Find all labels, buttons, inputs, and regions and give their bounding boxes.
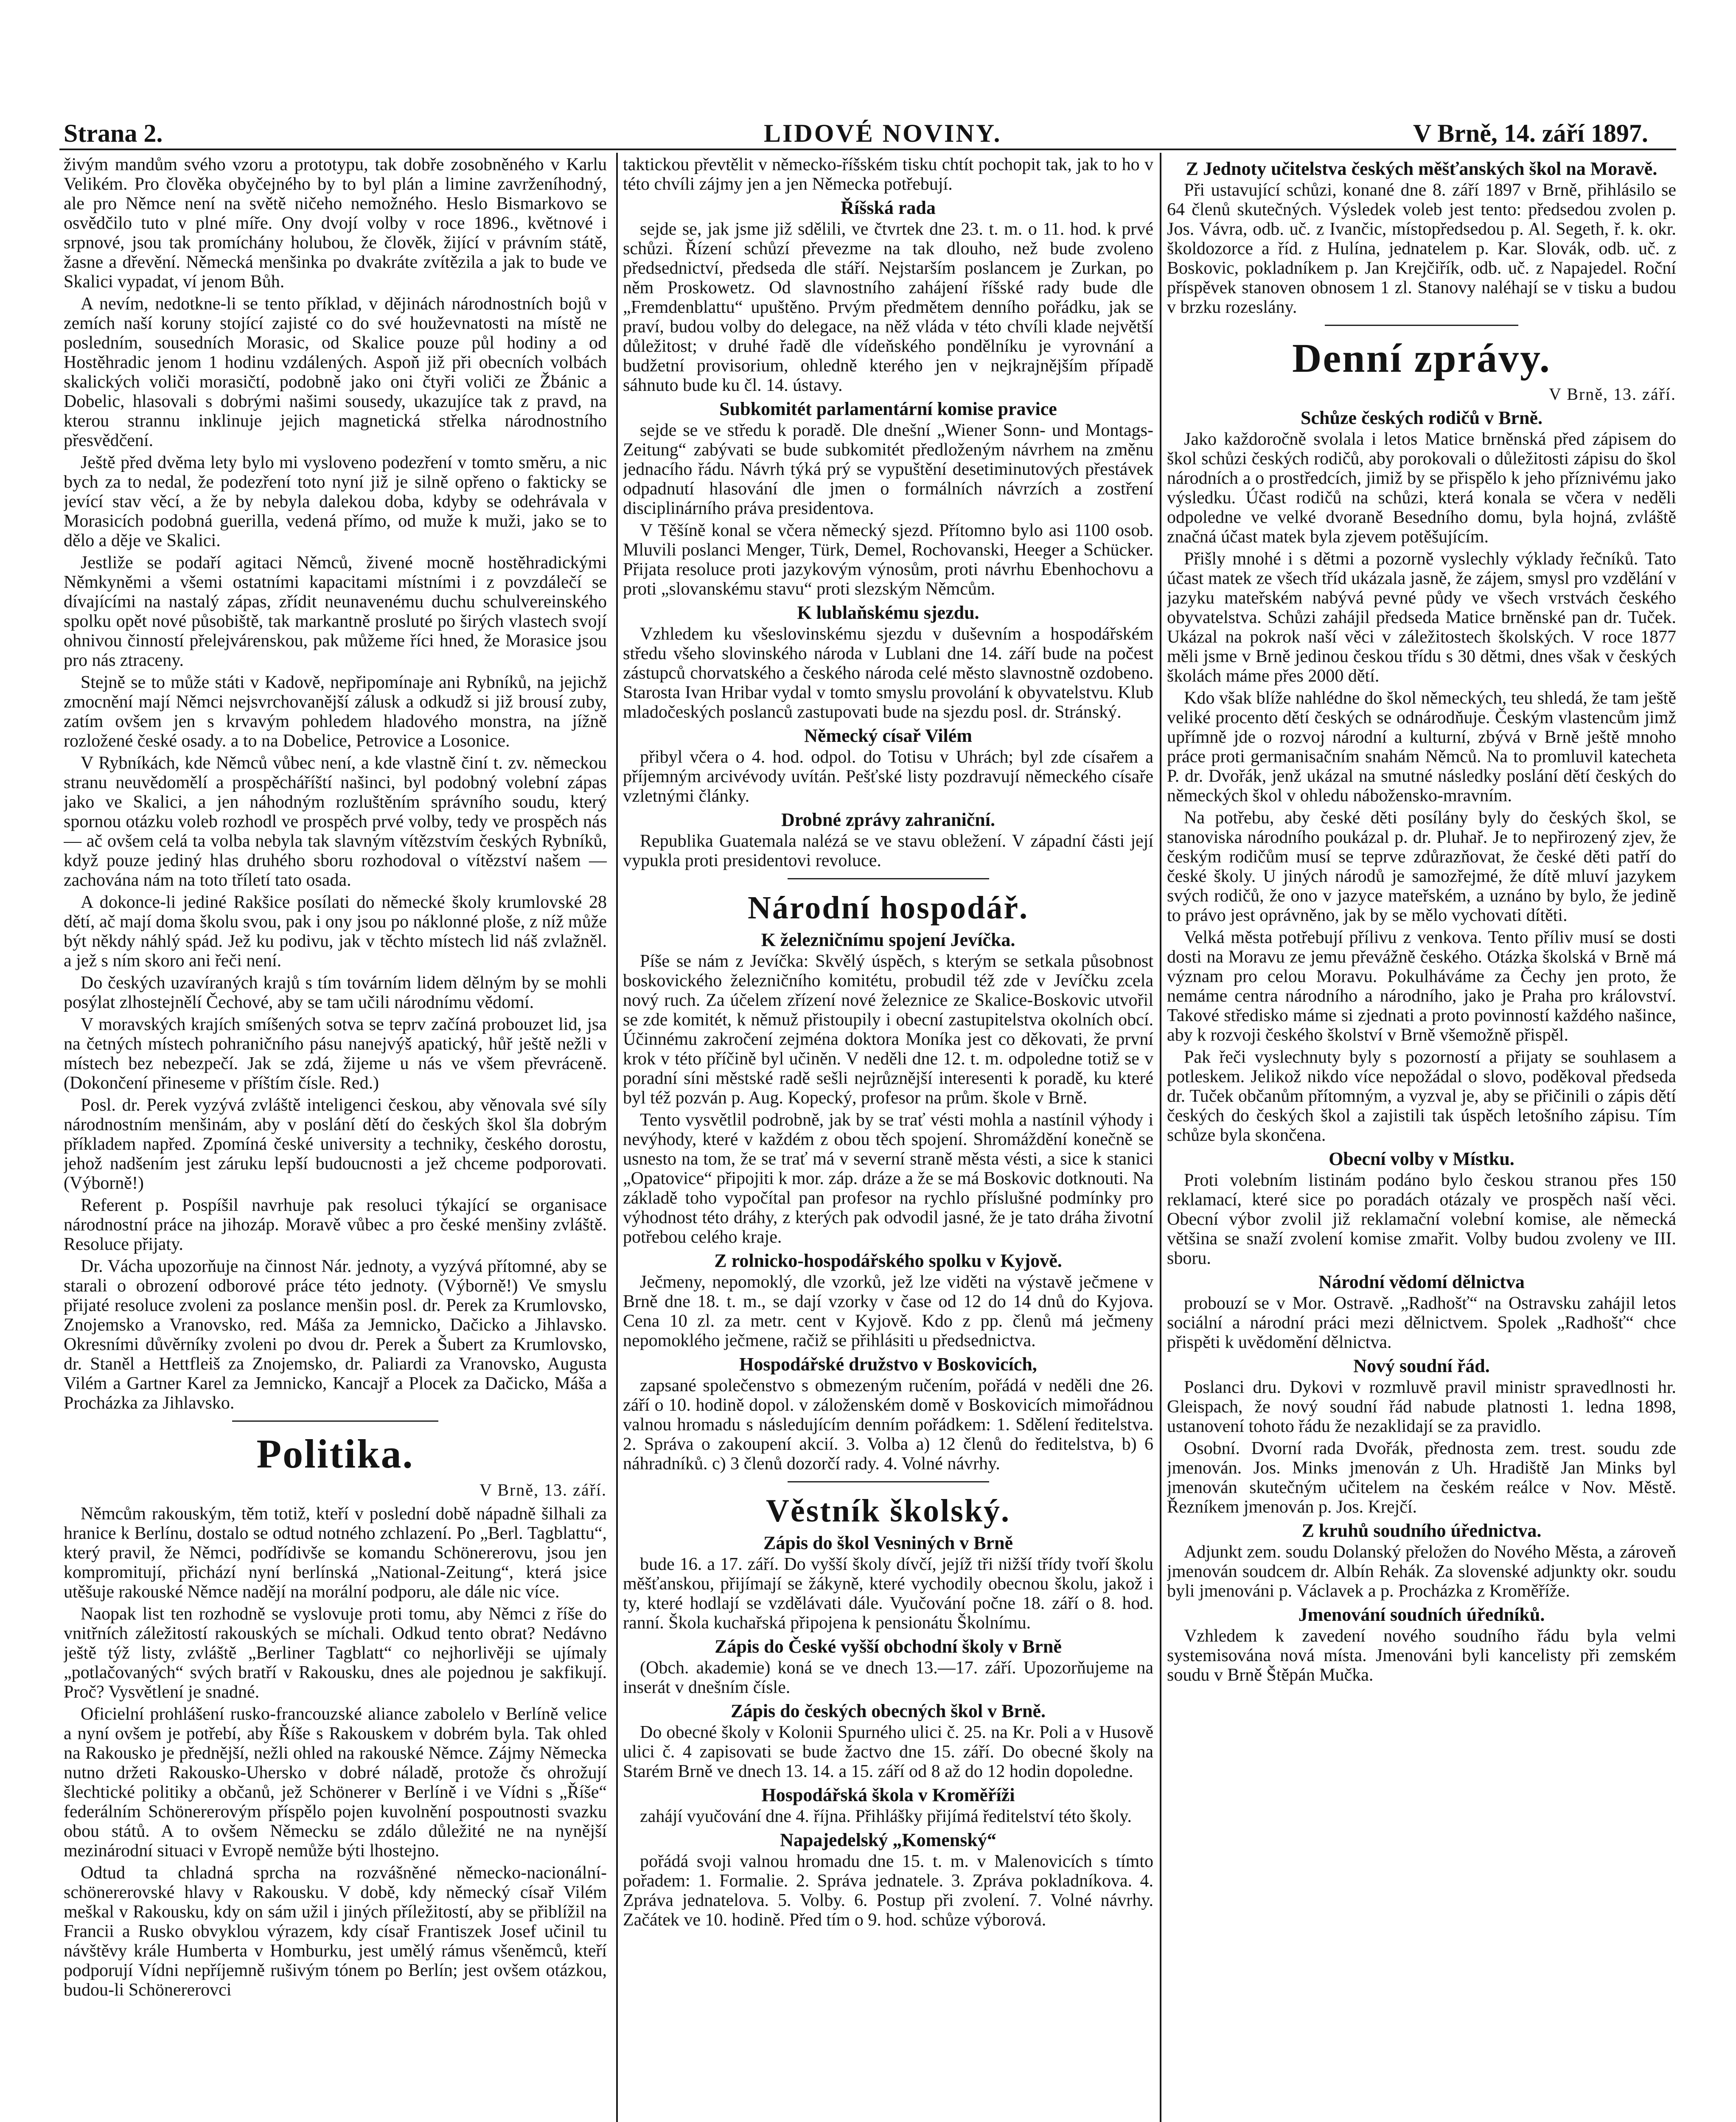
article-paragraph: Přišly mnohé i s dětmi a pozorně vyslechly výklady řečníků. Tato účast matek ze všech tříd ukázala jasně, že zájem, smysl pro vzdělání v jazyku mateřském nabývá pevné půdy ve všech vrstvách českého obyvatelstva. Schůzi zahájil předseda Matice brněnské pan dr. Tuček. Ukázal na pokrok naší věci v záležitostech školských. V roce 1877 měli jsme v Brně jedinou českou třídu s 30 dětmi, dnes však v českých školách máme přes 2000 dětí. xyxy=(1167,549,1676,686)
article-heading: Z rolnicko-hospodářského spolku v Kyjově. xyxy=(714,1250,1062,1271)
article-paragraph: Tento vysvětlil podrobně, jak by se trať vésti mohla a nastínil výhody i nevýhody, které v každém z obou těch spojení. Shromáždění konečně se usnesto na tom, že se trať má v severní straně města vésti, a sice k stanici „Opatovice“ připojiti k mor. záp. dráze a že se má Boskovic dotknouti. Na základě toho vypočítal pan profesor na rychlo příslušné podmínky pro výhodnost této dráhy, z kterých pak odvodil jasné, že je tato dráha životní potřebou celého kraje. xyxy=(623,1110,1153,1247)
section-divider xyxy=(1325,325,1518,326)
article-paragraph: (Obch. akademie) koná se ve dnech 13.—17. září. Upozorňujeme na inserát v dnešním čísle. xyxy=(623,1658,1153,1697)
article-paragraph: probouzí se v Mor. Ostravě. „Radhošť“ na Ostravsku zahájil letos sociální a národní práci mezi dělnictvem. Spolek „Radhošť“ chce přispěti k uvědomění dělnictva. xyxy=(1167,1294,1676,1352)
article-paragraph: Jestliže se podaří agitaci Němců, živené mocně hostěhradickými Němkyněmi a všemi ostatními kapacitami místními i z povzdálečí se dívajícími na nastalý zápas, zřídit neunavenému duchu schulvereinského spolku opět nové působiště, tak markantně prosluté po širých vlastech svojí ohnivou činností přelejvárenskou, pak můžeme říci hned, že Morasice jsou pro nás ztraceny. xyxy=(64,553,607,670)
article-paragraph: Adjunkt zem. soudu Dolanský přeložen do Nového Města, a zároveň jmenován soudcem dr. Albín Rehák. Za slovenské adjunkty okr. soudu byli jmenováni p. Václavek a p. Procházka z Kroměříže. xyxy=(1167,1542,1676,1601)
dateline: V Brně, 13. září. xyxy=(480,1480,607,1499)
article-paragraph: Ječmeny, nepomoklý, dle vzorků, jež lze viděti na výstavě ječmene v Brně dne 18. t. m., se dají vzorky v čase od 12 do 14 dnů do Kyjova. Cena 10 zl. za metr. cent v Kyjově. Kdo z pp. členů má ječmeny nepomoklého ječmene, račiž se přihlásiti u předsednictva. xyxy=(623,1272,1153,1350)
section-divider xyxy=(232,1420,438,1422)
article-paragraph: Při ustavující schůzi, konané dne 8. září 1897 v Brně, přihlásilo se 64 členů skutečných. Výsledek voleb jest tento: předsedou zvolen p. Jos. Vávra, odb. uč. z Ivančic, místopředsedou p. Al. Segeth, ř. k. okr. školdozorce a říd. z Hulína, jednatelem p. Kar. Slovák, odb. uč. z Boskovic, pokladníkem p. Jan Krejčiřík, odb. uč. z Napajedel. Roční příspěvek stanoven obnosem 1 zl. Stanovy naléhají se v tisku a budou v brzku rozeslány. xyxy=(1167,180,1676,317)
article-heading: Z kruhů soudního úřednictva. xyxy=(1301,1520,1542,1541)
article-paragraph: Vzhledem k zavedení nového soudního řádu byla velmi systemisována nová místa. Jmenováni byli kancelisty při zemském soudu v Brně Štěpán Mučka. xyxy=(1167,1626,1676,1685)
article-paragraph: bude 16. a 17. září. Do vyšší školy dívčí, jejíž tři nižší třídy tvoří školu měšťanskou, přijímají se žákyně, které vychodily obecnou školu, jakož i ty, které hodlají se vzdělávati dále. Vyučování počne 18. září o 8. hod. ranní. Škola kuchařská připojena k pensionátu Školnímu. xyxy=(623,1555,1153,1633)
article-heading: K železničnímu spojení Jevíčka. xyxy=(761,929,1015,950)
article-heading: Drobné zprávy zahraniční. xyxy=(781,809,995,830)
article-paragraph: A nevím, nedotkne-li se tento příklad, v dějinách národnostních bojů v zemích naší koruny stojící zajisté co do své houževnatosti na místě ne posledním, sousedních Morasic, od Skalice pouze půl hodiny a od Hostěhradic jenom 1 hodinu vzdálených. Aspoň již při obecních volbách skalických voliči morasičtí, podobně jako oni čtyři voliči ze Žbánic a Dobelic, hlasovali s dobrými našimi sousedy, ukazujíce tak z pravd, na kterou strannu inklinuje jejich magnetická střelka národnostního přesvědčení. xyxy=(64,294,607,450)
article-heading: Napajedelský „Komenský“ xyxy=(780,1830,996,1850)
article-paragraph: Posl. dr. Perek vyzývá zvláště inteligenci českou, aby věnovala své síly národnostním menšinám, aby v poslání dětí do českých škol šla dobrým příkladem napřed. Zpomíná české university a techniky, českého dorostu, jehož nadšením jest záruku lepší budoucnosti a jež chceme podporovati. (Výborně!) xyxy=(64,1095,607,1193)
article-heading: Subkomitét parlamentární komise pravice xyxy=(719,399,1057,419)
article-paragraph: Referent p. Pospíšil navrhuje pak resoluci týkající se organisace národnostní práce na jihozáp. Moravě vůbec a pro české menšiny zvláště. Resoluce přijaty. xyxy=(64,1196,607,1254)
article-paragraph: Poslanci dru. Dykovi v rozmluvě pravil ministr spravedlnosti hr. Gleispach, že nový soudní řád nabude platnosti 1. ledna 1898, ustanovení tohoto řádu že nezaklidají se za pravidlo. xyxy=(1167,1378,1676,1436)
article-paragraph: zahájí vyučování dne 4. října. Přihlášky přijímá ředitelství této školy. xyxy=(640,1807,1132,1826)
article-paragraph: V moravských krajích smíšených sotva se teprv začíná probouzet lid, jsa na četných místech pohraničního pásu nanejvýš apatický, hůř ještě nežli v místech bez nebezpečí. Jak se zdá, žijeme u nás ve všem převráceně. (Dokončení přineseme v příštím čísle. Red.) xyxy=(64,1015,607,1093)
article-paragraph: Republika Guatemala nalézá se ve stavu obležení. V západní části její vypukla proti presidentovi revoluce. xyxy=(623,831,1153,870)
dateline: V Brně, 13. září. xyxy=(1549,385,1676,404)
article-paragraph: přibyl včera o 4. hod. odpol. do Totisu v Uhrách; byl zde císařem a příjemným arcivévody uvítán. Pešťské listy pozdravují německého císaře vzletnými články. xyxy=(623,747,1153,806)
column-2 xyxy=(623,155,1153,2122)
article-paragraph: Do českých uzavíraných krajů s tím továrním lidem dělným by se mohli posýlat zlhostejnělí Čechové, aby se tam učili národnímu vědomí. xyxy=(64,973,607,1012)
article-paragraph: Na potřebu, aby české děti posílány byly do českých škol, se stanoviska národního poukázal p. dr. Pluhař. Je to nepřirozený zjev, že českým rodičům musí se teprve zdůrazňovat, že české děti patří do české školy. U jiných národů je samozřejmé, že dítě mluví jazykem svých rodičů, že ono v jazyce mateřském, a uznáno by bylo, že jedině to právo jest oprávněno, jak by se mělo vychovati dítěti. xyxy=(1167,808,1676,925)
article-paragraph: Stejně se to může státi v Kadově, nepřipomínaje ani Rybníků, na jejichž zmocnění mají Němci nejsvrchovanější zálusk a odkudž si již brousí zuby, zatím ovšem jen s krvavým pohledem hladového monstra, na jížně rozložené české osady. a to na Dobelice, Petrovice a Losonice. xyxy=(64,673,607,751)
section-heading-vestnik-skolsky: Věstník školský. xyxy=(766,1493,1010,1529)
header-rule xyxy=(59,149,1676,150)
article-paragraph: Oficielní prohlášení rusko-francouzské aliance zabolelo v Berlíně velice a nyní ovšem je potřebí, aby Říše s Rakouskem v dobrém byla. Tak ohled na Rakousko je přednější, nežli ohled na rakouské Němce. Zájmy Německa nutno držeti Rakousko-Uhersko v dobré náladě, protože čs ohrožují šlechtické politiky a občanů, jež Schönerer v Berlíně i ve Vídni s „Říše“ federálním Schönererovým příspělo pojen kuvolnění pospoutnosti svazku obou států. A to ovšem Německu se zdálo důležité ne na nynější mezinárodní situaci v Evropě nemůže býti lhostejno. xyxy=(64,1704,607,1861)
article-paragraph: V Těšíně konal se včera německý sjezd. Přítomno bylo asi 1100 osob. Mluvili poslanci Menger, Türk, Demel, Rochovanski, Heeger a Schücker. Přijata resoluce proti jazykovým výnosům, proti návrhu Ebenhochovu a proti „slovanskému stavu“ proti slezským Němcům. xyxy=(623,521,1153,599)
article-paragraph: Naopak list ten rozhodně se vyslovuje proti tomu, aby Němci z říše do vnitřních záležitostí rakouských se míchali. Odkud tento obrat? Nedávno ještě týž listy, zvláště „Berliner Tagblatt“ co nejhorlivěji se ujímaly „potlačovaných“ svých bratří v Rakousku, dnes ale pojednou je sakfikují. Proč? Vysvětlení je snadné. xyxy=(64,1604,607,1702)
section-heading-narodni-hospodar: Národní hospodář. xyxy=(747,890,1029,926)
article-paragraph: sejde se, jak jsme již sdělili, ve čtvrtek dne 23. t. m. o 11. hod. k prvé schůzi. Řízení schůzí převezme na tak dlouho, než bude zvoleno předsednictví, předseda dle stáří. Nejstarším poslancem je Zurkan, po něm Proskowetz. Od slavnostního zahájení říšské rady bude dle „Fremdenblattu“ upuštěno. Prvým předmětem denního pořádku, jak se praví, budou volby do delegace, na něž vláda v této chvíli klade největší důležitost; v druhé řadě dle vídeňského pondělníku je vyrovnání a budžetní provisorium, ohledně kterého jen v nejkrajnějším případě sáhnuto bude ku čl. 14. ústavy. xyxy=(623,219,1153,395)
article-heading: Zápis do českých obecných škol v Brně. xyxy=(731,1701,1046,1721)
article-paragraph: Vzhledem ku všeslovinskému sjezdu v duševním a hospodářském středu všeho slovinského národa v Lublani dne 14. září bude na počest zástupců chorvatského a českého národa celé město slavnostně ozdobeno. Starosta Ivan Hribar vydal v tomto smyslu provolání k obyvatelstvu. Klub mladočeských poslanců zastupovati bude na sjezdu posl. dr. Stránský. xyxy=(623,624,1153,722)
section-divider xyxy=(788,1481,989,1482)
article-heading: Jmenování soudních úředníků. xyxy=(1298,1604,1545,1625)
article-paragraph: Do obecné školy v Kolonii Spurného ulici č. 25. na Kr. Poli a v Husově ulici č. 4 zapisovati se bude žactvo dne 15. září. Do obecné školy na Starém Brně ve dnech 13. 14. a 15. září od 8 až do 12 hodin dopoledne. xyxy=(623,1723,1153,1781)
article-paragraph: zapsané společenstvo s obmezeným ručením, pořádá v neděli dne 26. září o 10. hodině dopol. v záloženském domě v Boskovicích mimořádnou valnou hromadu s následujícím denním pořádkem: 1. Sdělení ředitelstva. 2. Správa o zakoupení akcií. 3. Volba a) 12 členů do ředitelstva, b) 6 náhradníků. c) 3 členů dozorčí rady. 4. Volné návrhy. xyxy=(623,1376,1153,1474)
article-paragraph: taktickou převtělit v německo-říšském tisku chtít pochopit tak, jak to ho v této chvíli zájmy jen a jen Německa potřebují. xyxy=(623,155,1153,194)
page-number: Strana 2. xyxy=(64,119,163,147)
section-divider xyxy=(788,878,989,879)
column-1 xyxy=(64,155,607,2122)
article-heading: Zápis do České vyšší obchodní školy v Brně xyxy=(715,1636,1062,1657)
article-paragraph: A dokonce-li jediné Rakšice posílati do německé školy krumlovské 28 dětí, ač mají doma školu svou, pak i ony jsou po náklonné ploše, z níž může být někdy náhlý spád. Jež ku podivu, jak v těchto místech lid náš zvlažněl. a jež s ním skoro ani řeči není. xyxy=(64,893,607,971)
page-header xyxy=(0,0,1736,157)
column-3 xyxy=(1167,155,1676,2122)
article-paragraph: Proti volebním listinám podáno bylo českou stranou přes 150 reklamací, které sice po poradách otázaly ve prospěch naší věci. Obecní výbor zvolil již reklamační volební komise, ale německá většina se snaží zvolení komise zmařit. Volby budou zvoleny ve III. sboru. xyxy=(1167,1170,1676,1268)
article-heading: Nový soudní řád. xyxy=(1353,1356,1490,1376)
article-paragraph: V Rybníkách, kde Němců vůbec není, a kde vlastně činí t. zv. německou stranu neuvědomělí a prospěcháříští našinci, byl podobný volební zápas jako ve Skalici, a jen náhodným rozluštěním správního soudu, který spornou otázku voleb rozhodl ve prospěch prvé volby, tedy ve prospěch nás — ač ovšem celá ta volba nebyla tak slavným vítězstvím českých Rybníků, když pouze jediný hlas druhého sboru rozhodoval o vítězství našem — zachována nám na toto tříletí tato osada. xyxy=(64,753,607,890)
article-paragraph: Němcům rakouským, těm totiž, kteří v poslední době nápadně šilhali za hranice k Berlínu, dostalo se odtud notného zchlazení. Po „Berl. Tagblattu“, který pravil, že Němci, podřídivše se komandu Schönererovu, jsou jen kompromitují, přichází nyní berlínská „National-Zeitung“, která jsice utěšuje rakouské Němce nadějí na morální podporu, ale dále nic více. xyxy=(64,1504,607,1602)
article-paragraph: Velká města potřebují přílivu z venkova. Tento příliv musí se dosti dosti na Moravu ze jemu převážně českého. Otázka školská v Brně má význam pro celou Moravu. Pokulháváme za Čechy jen proto, že nemáme centra národního a národního, jako je Praha pro království. Takové středisko máme si zjednati a proto povinností každého našince, aby k rozvoji českého školství v Brně všemožně přispěl. xyxy=(1167,928,1676,1045)
column-divider-1 xyxy=(616,153,618,2122)
article-paragraph: Jako každoročně svolala i letos Matice brněnská před zápisem do škol schůzi českých rodičů, aby porokovali o důležitosti zápisu do škol národních a o prostředcích, jimiž by se přispělo k jeho příznivému jako výsledku. Účast rodičů na schůzi, která konala se včera v neděli odpoledne ve velké dvoraně Besedního domu, byla hojná, zvláště značná účast matek byla zjevem potěšujícím. xyxy=(1167,429,1676,547)
article-paragraph: Kdo však blíže nahlédne do škol německých, teu shledá, že tam ještě veliké procento dětí českých se odnárodňuje. Českým vlastencům jimž upřímně jde o rozvoj národní a kulturní, zbývá v Brně ještě mnoho práce proti germanisačním snahám Němců. Na to promluvil katecheta P. dr. Dvořák, jenž ukázal na smutné následky poslání dětí českých do německých škol v ohledu nábožensko-mravním. xyxy=(1167,688,1676,806)
article-heading: Schůze českých rodičů v Brně. xyxy=(1301,407,1542,428)
article-heading: Hospodářské družstvo v Boskovicích, xyxy=(739,1354,1037,1375)
article-heading: Národní vědomí dělnictva xyxy=(1318,1272,1525,1292)
article-heading: K lublaňskému sjezdu. xyxy=(797,602,979,623)
article-paragraph: živým mandům svého vzoru a prototypu, tak dobře zosobněného v Karlu Velikém. Pro člověka obyčejného by to byl plán a limine zavrženíhodný, ale pro Němce není na světě ničeho nemožného. Heslo Bismarkovo se osvědčilo tuto v plné míře. Ony dvojí volby v roce 1896., květnové i srpnové, jsou tak promíchány holubou, že člověk, žijící v právním státě, žasne a dřevění. Německá menšinka po dvakráte zvítězila a jak to bude ve Skalici vypadat, ví jenom Bůh. xyxy=(64,155,607,292)
article-heading: Německý císař Vilém xyxy=(804,725,972,746)
section-heading-denni-zpravy: Denní zprávy. xyxy=(1292,335,1551,381)
article-paragraph: pořádá svoji valnou hromadu dne 15. t. m. v Malenovicích s tímto pořadem: 1. Formalie. 2. Správa jednatele. 3. Zpráva pokladníkova. 4. Zpráva jednatelova. 5. Volby. 6. Postup při zvolení. 7. Volné návrhy. Začátek ve 10. hodině. Před tím o 9. hod. schůze výborová. xyxy=(623,1852,1153,1930)
article-paragraph: Píše se nám z Jevíčka: Skvělý úspěch, s kterým se setkala působnost boskovického železničního komitétu, probudil též zde v Jevíčku zcela nový ruch. Za účelem zřízení nové železnice ze Skalice-Boskovic utvořil se zde komitét, k němuž přistoupily i obecní zastupitelstva okolních obcí. Účinnému zakročení zejména doktora Moníka jest co děkovati, že první krok v této příčině byl učiněn. V neděli dne 12. t. m. odpoledne totiž se v poradní síni městské radě sešli nejrůznější interesenti k poradě, ku které byl též pozván p. Aug. Kopecký, profesor na prům. škole v Brně. xyxy=(623,952,1153,1108)
issue-date: V Brně, 14. září 1897. xyxy=(1413,119,1648,147)
article-paragraph: Dr. Vácha upozorňuje na činnost Nár. jednoty, a vyzývá přítomné, aby se starali o obrození odborové práce této jednoty. (Výborně!) Ve smyslu přijaté resoluce zvoleni za poslance menšin posl. dr. Perek za Krumlovsko, Znojemsko a Vranovsko, red. Máša za Jemnicko, Dačicko a Jihlavsko. Okresními důvěrníky zvoleni po dvou dr. Perek a Šubert za Krumlovsko, dr. Staněl a Hettfleiš za Znojemsko, dr. Paliardi za Vranovsko, Augusta Vilém a Gartner Karel za Jemnicko, Kancajř a Plocek za Dačicko, Máša a Procházka za Jihlavsko. xyxy=(64,1257,607,1413)
article-paragraph: sejde se ve středu k poradě. Dle dnešní „Wiener Sonn- und Montags-Zeitung“ zabývati se bude subkomitét předloženým návrhem na změnu jednacího řádu. Návrh týká prý se vypuštění desetiminutových přestávek odpadnutí hlasování dle jmen o formálních návrzích a zostření disciplinárního práva presidentova. xyxy=(623,421,1153,518)
section-heading-politika: Politika. xyxy=(256,1431,414,1476)
article-paragraph: Ještě před dvěma lety bylo mi vysloveno podezření v tomto směru, a nic bych za to nedal, že podezření toto nyní již je silně opřeno o fakticky se jevící stav věcí, a že by nebyla dalekou doba, kdyby se odehrávala v Morasicích podobná guerilla, vedená přímo, od muže k muži, jako se to dělo a děje ve Skalici. xyxy=(64,453,607,550)
article-heading: Obecní volby v Místku. xyxy=(1329,1148,1514,1169)
article-heading: Říšská rada xyxy=(841,197,936,218)
article-paragraph: Osobní. Dvorní rada Dvořák, přednosta zem. trest. soudu zde jmenován. Jos. Minks jmenován z Uh. Hradiště Jan Minks byl jmenován skutečným učitelem na českém reálce v Nov. Městě. Řezníkem jmenován p. Jos. Krejčí. xyxy=(1167,1439,1676,1517)
newspaper-title: LIDOVÉ NOVINY. xyxy=(764,119,1002,147)
article-heading: Hospodářská škola v Kroměříži xyxy=(761,1785,1015,1805)
article-paragraph: Pak řeči vyslechnuty byly s pozorností a přijaty se souhlasem a potleskem. Jelikož nikdo více nepožádal o slovo, poděkoval předseda dr. Tuček občanům přítomným, a vyzval je, aby se přičinili o zápis dětí českých do českých škol a zajistili tak úspěch letošního zápisu. Tím schůze byla skončena. xyxy=(1167,1047,1676,1145)
column-divider-2 xyxy=(1160,153,1161,2122)
article-heading: Z Jednoty učitelstva českých měšťanských škol na Moravě. xyxy=(1186,158,1657,179)
article-heading: Zápis do škol Vesniných v Brně xyxy=(763,1533,1013,1553)
article-paragraph: Odtud ta chladná sprcha na rozvášněné německo-nacionální-schönererovské hlavy v Rakousku. V době, kdy německý císař Vilém meškal v Rakousku, kdy on sám užil i jiných příležitostí, aby se přiblížil na Francii a Rusko obvyklou výrazem, kdy císař Frantiszek Josef učinil tu návštěvy krále Humberta v Homburku, jest umělý rámus všeněmců, kteří podporují Vídni nepříjemně rušivým tónem po Berlín; jest ovšem otázkou, budou-li Schönererovci xyxy=(64,1863,607,2000)
